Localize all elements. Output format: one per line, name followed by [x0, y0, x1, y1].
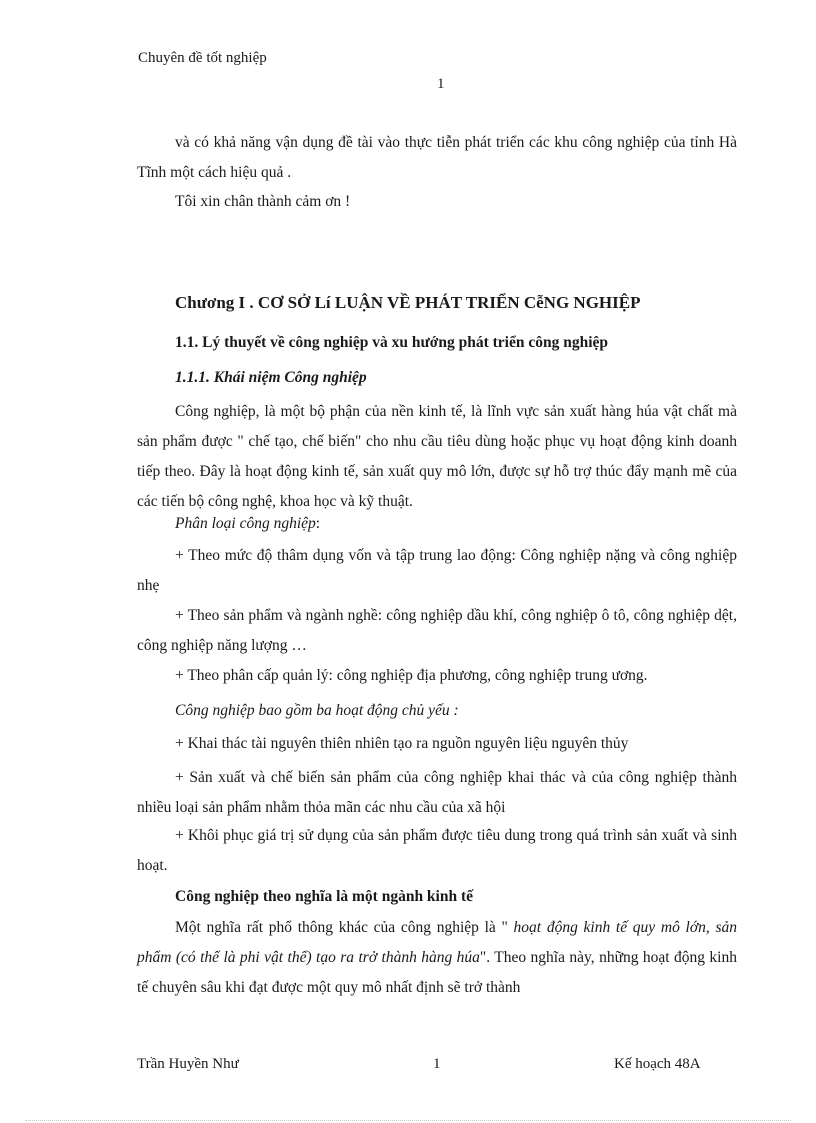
- header-title: Chuyên đề tốt nghiệp: [138, 50, 267, 66]
- list-item: + Sản xuất và chế biến sản phẩm của công nghiệp khai thác và của công nghiệp thành nhiều loại sản phẩm nhằm thỏa mãn các nhu cầu của xã hội: [137, 769, 737, 816]
- intro-paragraph: và có khả năng vận dụng đề tài vào thực tiễn phát triển các khu công nghiệp của tỉnh Hà Tĩnh một cách hiệu quả .: [137, 134, 737, 181]
- section-heading-1-1: 1.1. Lý thuyết về công nghiệp và xu hướng phát triển công nghiệp: [175, 334, 609, 351]
- classification-colon: :: [315, 515, 321, 532]
- list-item: + Theo sản phẩm và ngành nghề: công nghiệp dầu khí, công nghiệp ô tô, công nghiệp dệt, công nghiệp năng lượng …: [137, 607, 737, 654]
- list-item: + Khai thác tài nguyên thiên nhiên tạo ra nguồn nguyên liệu nguyên thủy: [175, 735, 629, 752]
- activities-label: Công nghiệp bao gồm ba hoạt động chủ yếu :: [175, 702, 459, 719]
- economic-paragraph-start: Một nghĩa rất phổ thông khác của công nghiệp là ": [175, 919, 508, 936]
- header-page-number: 1: [437, 76, 445, 92]
- economic-heading: Công nghiệp theo nghĩa là một ngành kinh tế: [175, 888, 474, 905]
- definition-paragraph: Công nghiệp, là một bộ phận của nền kinh tế, là lĩnh vực sản xuất hàng húa vật chất mà sản phẩm được " chế tạo, chế biến" cho nhu cầu tiêu dùng hoặc phục vụ hoạt động kinh doanh tiếp theo. Đây là hoạt động kinh tế, sản xuất quy mô lớn, được sự hỗ trợ thúc đẩy mạnh mẽ của các tiến bộ công nghệ, khoa học và kỹ thuật.: [137, 403, 737, 510]
- economic-paragraph: [137, 913, 737, 1003]
- list-item: + Khôi phục giá trị sử dụng của sản phẩm được tiêu dung trong quá trình sản xuất và sinh hoạt.: [137, 827, 737, 874]
- page-bottom-divider: [25, 1120, 791, 1121]
- footer-class: Kế hoạch 48A: [614, 1056, 701, 1072]
- economic-paragraph-italic: hoạt động kinh tế quy mô lớn, sản phẩm (có thể là phi vật thể) tạo ra trở thành hàng húa: [137, 919, 737, 966]
- list-item: + Theo phân cấp quản lý: công nghiệp địa phương, công nghiệp trung ương.: [175, 667, 648, 684]
- chapter-title: Chương I . CƠ SỞ Lí LUẬN VỀ PHÁT TRIỂN CễNG NGHIỆP: [175, 293, 641, 312]
- footer-page-number: 1: [433, 1056, 441, 1072]
- thanks-paragraph: Tôi xin chân thành cảm ơn !: [175, 193, 351, 210]
- classification-label: [175, 509, 735, 539]
- footer-author: Trần Huyền Như: [137, 1056, 239, 1072]
- list-item: + Theo mức độ thâm dụng vốn và tập trung lao động: Công nghiệp nặng và công nghiệp nhẹ: [137, 547, 737, 594]
- section-heading-1-1-1: 1.1.1. Khái niệm Công nghiệp: [175, 369, 367, 386]
- economic-paragraph-rest: ". Theo nghĩa này, những hoạt động kinh tế chuyên sâu khi đạt được một quy mô nhất định sẽ trở thành: [137, 949, 737, 996]
- classification-label-text: Phân loại công nghiệp: [175, 515, 316, 532]
